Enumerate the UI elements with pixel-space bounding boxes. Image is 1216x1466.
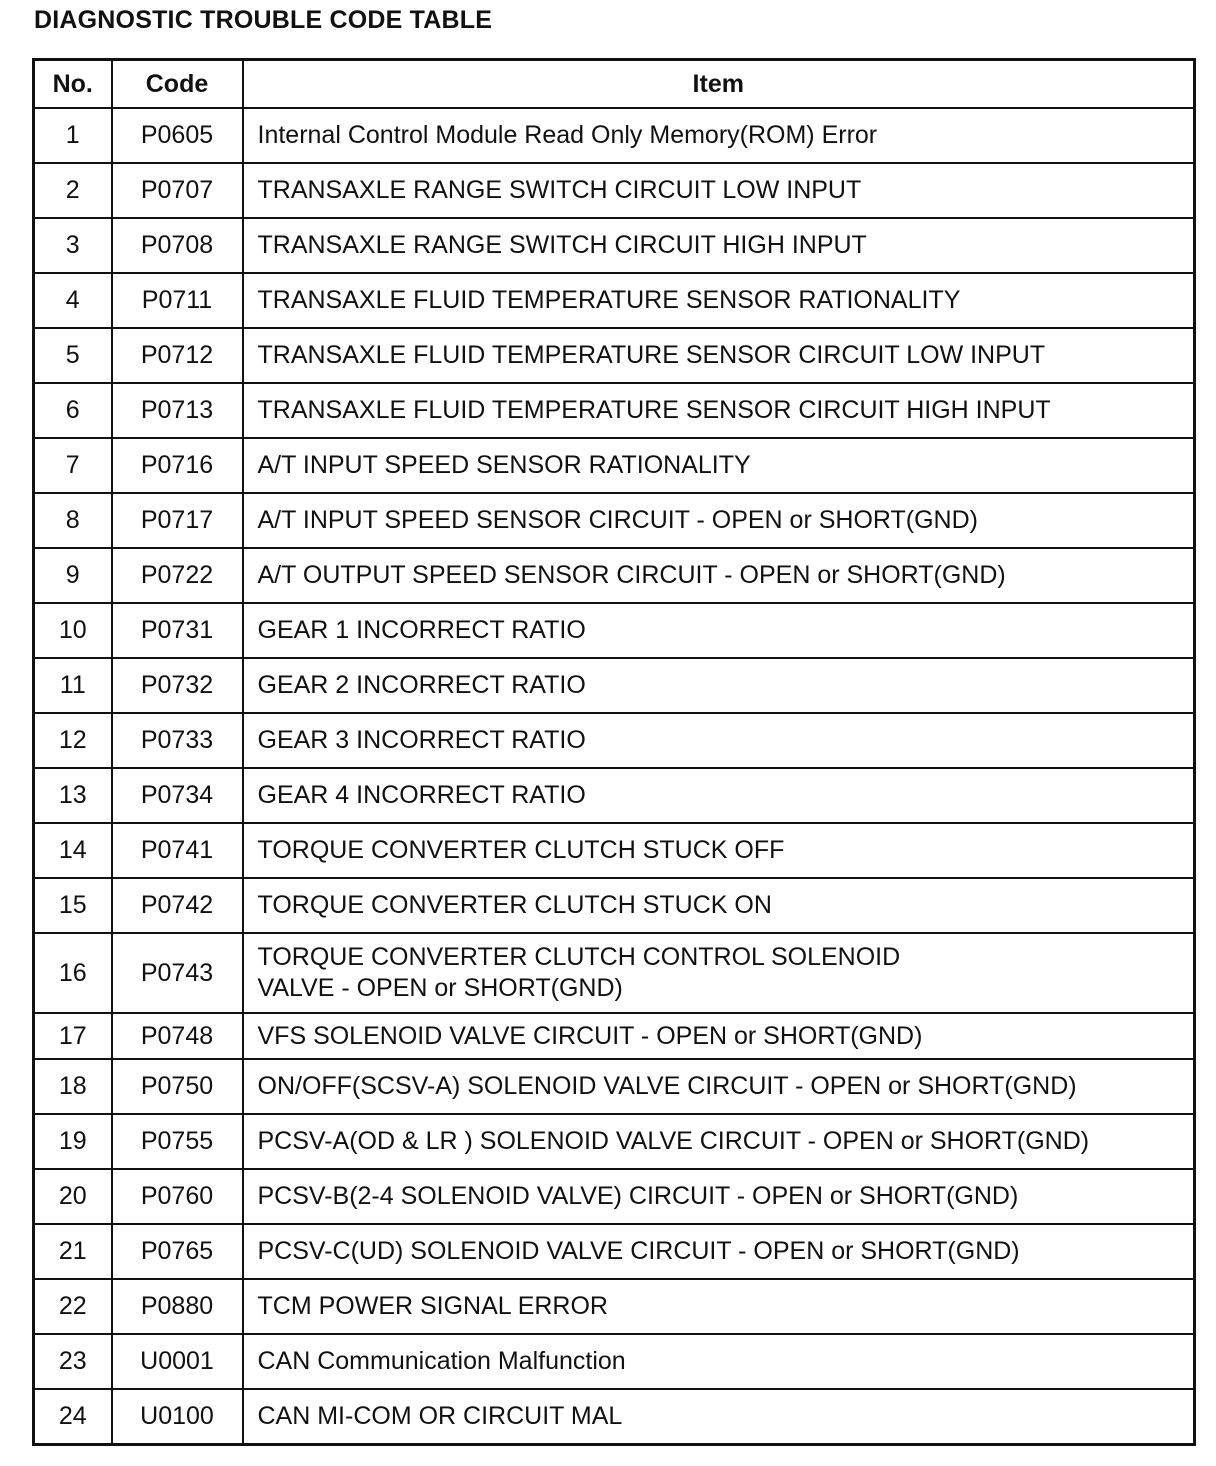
page-title: DIAGNOSTIC TROUBLE CODE TABLE (34, 6, 493, 34)
row-no: 5 (34, 328, 112, 383)
row-code: P0717 (112, 493, 243, 548)
row-item: TRANSAXLE FLUID TEMPERATURE SENSOR CIRCUIT LOW INPUT (243, 328, 1195, 383)
row-code: P0734 (112, 768, 243, 823)
row-code: U0001 (112, 1334, 243, 1389)
header-no: No. (34, 60, 112, 109)
row-item: GEAR 4 INCORRECT RATIO (243, 768, 1195, 823)
row-code: P0732 (112, 658, 243, 713)
table-row (34, 1114, 1195, 1169)
row-item: TRANSAXLE FLUID TEMPERATURE SENSOR RATIONALITY (243, 273, 1195, 328)
row-item: A/T INPUT SPEED SENSOR CIRCUIT - OPEN or SHORT(GND) (243, 493, 1195, 548)
row-no: 21 (34, 1224, 112, 1279)
header-code: Code (112, 60, 243, 109)
row-item: VFS SOLENOID VALVE CIRCUIT - OPEN or SHORT(GND) (243, 1013, 1195, 1059)
table-row (34, 218, 1195, 273)
row-item: CAN MI-COM OR CIRCUIT MAL (243, 1389, 1195, 1445)
row-no: 15 (34, 878, 112, 933)
row-no: 2 (34, 163, 112, 218)
row-no: 19 (34, 1114, 112, 1169)
dtc-table (32, 58, 1196, 1446)
row-item: A/T INPUT SPEED SENSOR RATIONALITY (243, 438, 1195, 493)
table-row (34, 768, 1195, 823)
row-no: 13 (34, 768, 112, 823)
row-code: P0750 (112, 1059, 243, 1114)
table-row (34, 1013, 1195, 1059)
row-code: P0760 (112, 1169, 243, 1224)
row-item: TRANSAXLE FLUID TEMPERATURE SENSOR CIRCUIT HIGH INPUT (243, 383, 1195, 438)
table-row (34, 383, 1195, 438)
row-no: 16 (34, 933, 112, 1013)
table-row (34, 1334, 1195, 1389)
row-no: 9 (34, 548, 112, 603)
row-code: P0713 (112, 383, 243, 438)
table-row (34, 328, 1195, 383)
row-item: TORQUE CONVERTER CLUTCH STUCK OFF (243, 823, 1195, 878)
row-item: TRANSAXLE RANGE SWITCH CIRCUIT LOW INPUT (243, 163, 1195, 218)
row-item: CAN Communication Malfunction (243, 1334, 1195, 1389)
table-row (34, 1059, 1195, 1114)
row-code: P0765 (112, 1224, 243, 1279)
row-no: 4 (34, 273, 112, 328)
table-row (34, 273, 1195, 328)
row-item: GEAR 2 INCORRECT RATIO (243, 658, 1195, 713)
row-code: P0708 (112, 218, 243, 273)
table-row (34, 1169, 1195, 1224)
table-row (34, 603, 1195, 658)
header-item: Item (243, 60, 1195, 109)
row-code: P0605 (112, 108, 243, 163)
row-item: PCSV-A(OD & LR ) SOLENOID VALVE CIRCUIT - OPEN or SHORT(GND) (243, 1114, 1195, 1169)
row-item: Internal Control Module Read Only Memory(ROM) Error (243, 108, 1195, 163)
table-row (34, 713, 1195, 768)
row-no: 24 (34, 1389, 112, 1445)
row-item: PCSV-B(2-4 SOLENOID VALVE) CIRCUIT - OPEN or SHORT(GND) (243, 1169, 1195, 1224)
table-row (34, 1224, 1195, 1279)
row-item: TRANSAXLE RANGE SWITCH CIRCUIT HIGH INPUT (243, 218, 1195, 273)
row-code: P0880 (112, 1279, 243, 1334)
row-item: A/T OUTPUT SPEED SENSOR CIRCUIT - OPEN or SHORT(GND) (243, 548, 1195, 603)
table-row (34, 163, 1195, 218)
row-no: 18 (34, 1059, 112, 1114)
row-no: 17 (34, 1013, 112, 1059)
row-code: P0741 (112, 823, 243, 878)
row-item: PCSV-C(UD) SOLENOID VALVE CIRCUIT - OPEN or SHORT(GND) (243, 1224, 1195, 1279)
row-item: ON/OFF(SCSV-A) SOLENOID VALVE CIRCUIT - OPEN or SHORT(GND) (243, 1059, 1195, 1114)
row-item: TORQUE CONVERTER CLUTCH STUCK ON (243, 878, 1195, 933)
table-row (34, 878, 1195, 933)
row-code: P0711 (112, 273, 243, 328)
row-no: 8 (34, 493, 112, 548)
row-code: P0731 (112, 603, 243, 658)
table-row (34, 933, 1195, 1013)
row-item: TCM POWER SIGNAL ERROR (243, 1279, 1195, 1334)
row-code: U0100 (112, 1389, 243, 1445)
row-no: 22 (34, 1279, 112, 1334)
row-no: 1 (34, 108, 112, 163)
table-row (34, 823, 1195, 878)
table-row (34, 1279, 1195, 1334)
table-row (34, 493, 1195, 548)
table-row (34, 108, 1195, 163)
row-no: 14 (34, 823, 112, 878)
row-code: P0742 (112, 878, 243, 933)
row-code: P0707 (112, 163, 243, 218)
row-no: 12 (34, 713, 112, 768)
row-code: P0755 (112, 1114, 243, 1169)
table-row (34, 438, 1195, 493)
row-no: 7 (34, 438, 112, 493)
row-item: GEAR 3 INCORRECT RATIO (243, 713, 1195, 768)
row-no: 11 (34, 658, 112, 713)
row-no: 6 (34, 383, 112, 438)
row-code: P0716 (112, 438, 243, 493)
table-row (34, 658, 1195, 713)
row-code: P0743 (112, 933, 243, 1013)
row-code: P0712 (112, 328, 243, 383)
table-row (34, 1389, 1195, 1445)
row-item: GEAR 1 INCORRECT RATIO (243, 603, 1195, 658)
row-no: 10 (34, 603, 112, 658)
row-code: P0748 (112, 1013, 243, 1059)
table-row (34, 548, 1195, 603)
table-header-row (34, 60, 1195, 109)
row-code: P0722 (112, 548, 243, 603)
row-item: TORQUE CONVERTER CLUTCH CONTROL SOLENOID VALVE - OPEN or SHORT(GND) (243, 933, 1195, 1013)
row-no: 23 (34, 1334, 112, 1389)
row-code: P0733 (112, 713, 243, 768)
row-no: 20 (34, 1169, 112, 1224)
row-no: 3 (34, 218, 112, 273)
